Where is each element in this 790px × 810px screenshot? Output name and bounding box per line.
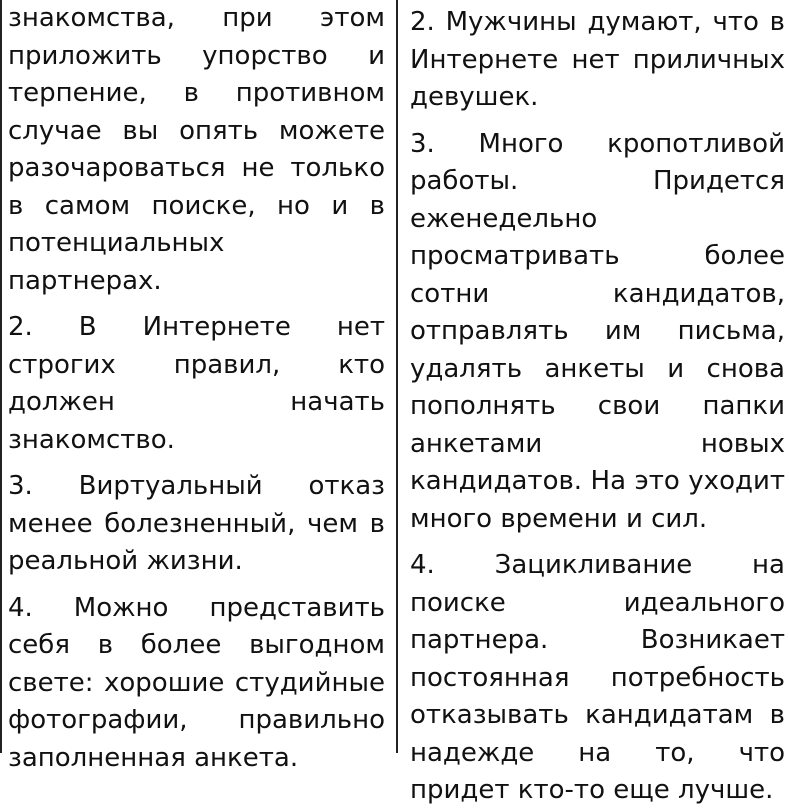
column-divider — [396, 0, 398, 753]
right-column — [410, 0, 785, 805]
right-paragraph-2: 3. Много кропотливой работы. Придется еженедельно просматривать более сотни кандидатов, отправлять им письма, удалять анкеты и снова пополнять свои папки анкетами новых кандидатов. На это уходит много времени и сил. — [410, 128, 785, 534]
left-paragraph-1: знакомства, при этом приложить упорство и терпение, в противном случае вы опять можете разочароваться не только в самом поиске, но и в потенциальных партнерах. — [8, 3, 385, 296]
left-paragraph-2: 2. В Интернете нет строгих правил, кто должен начать знакомство. — [8, 312, 385, 455]
right-paragraph-1: 2. Мужчины думают, что в Интернете нет приличных девушек. — [410, 7, 785, 112]
left-paragraph-3: 3. Виртуальный отказ менее болезненный, чем в реальной жизни. — [8, 471, 385, 576]
left-paragraph-4: 4. Можно представить себя в более выгодном свете: хорошие студийные фотографии, правильно заполненная анкета. — [8, 592, 385, 773]
left-column — [8, 0, 385, 773]
right-paragraph-3: 4. Зацикливание на поиске идеального партнера. Возникает постоянная потребность отказывать кандидатам в надежде на то, что придет кто-то еще лучше. — [410, 550, 785, 805]
